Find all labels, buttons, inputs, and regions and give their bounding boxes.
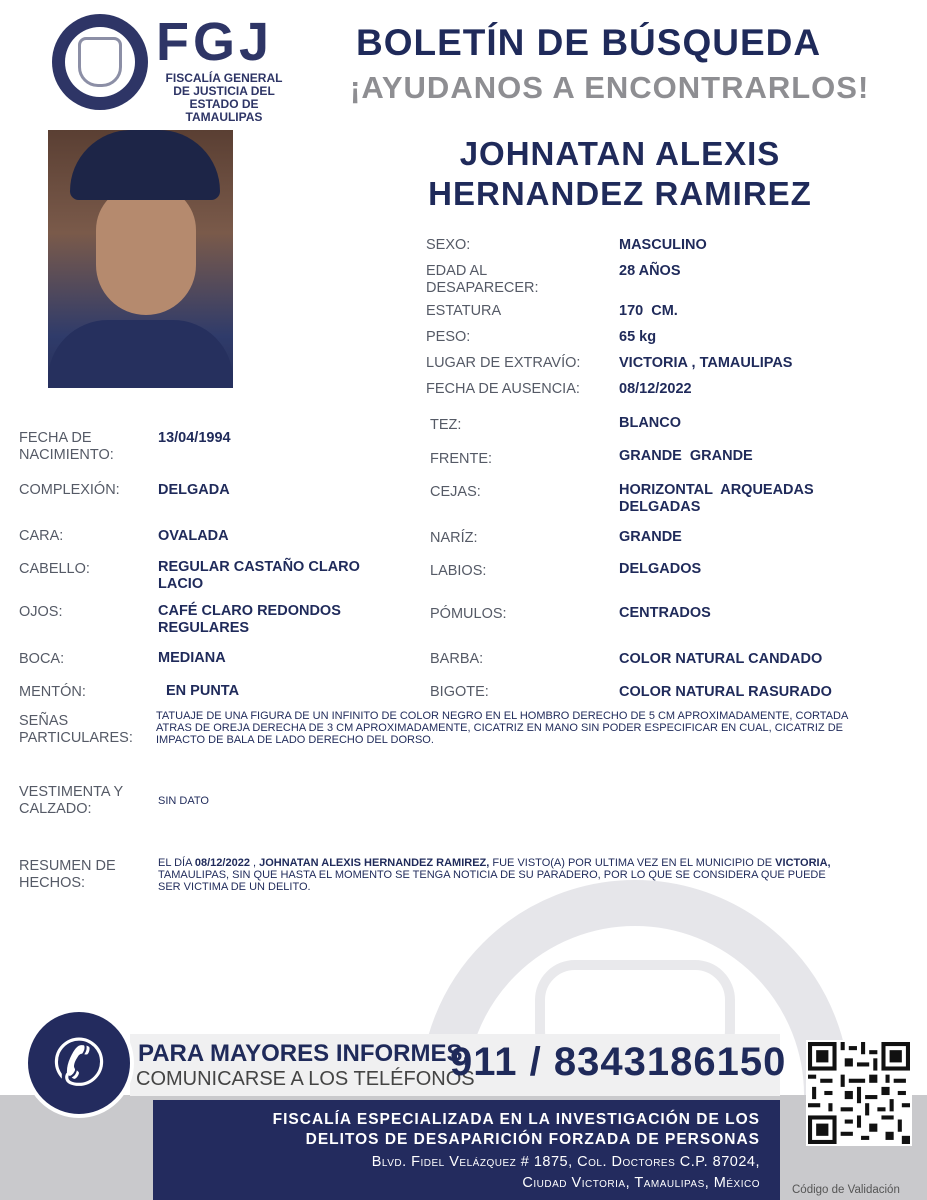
person-name: JOHNATAN ALEXIS HERNANDEZ RAMIREZ — [428, 135, 812, 212]
detail-label: CARA: — [19, 528, 64, 544]
detail-label: BARBA: — [430, 651, 484, 667]
more-info-text: PARA MAYORES INFORMES, — [138, 1040, 470, 1067]
detail-label: FECHA DE AUSENCIA: — [426, 381, 580, 397]
detail-label: COMPLEXIÓN: — [19, 482, 120, 498]
agency-name: FISCALÍA ESPECIALIZADA EN LA INVESTIGACIÓN DE LOS DELITOS DE DESAPARICIÓN FORZADA DE PERSONAS — [272, 1111, 760, 1148]
phone-badge — [24, 1008, 134, 1118]
detail-label: NARÍZ: — [430, 530, 478, 546]
detail-label: EDAD AL DESAPARECER: — [426, 263, 539, 296]
detail-value: BLANCO — [619, 415, 682, 431]
seal-icon — [78, 37, 122, 87]
detail-value: 08/12/2022 — [619, 381, 692, 397]
detail-value: 28 AÑOS — [619, 263, 681, 279]
detail-value: MEDIANA — [158, 650, 226, 666]
detail-value: REGULAR CASTAÑO CLARO LACIO — [158, 559, 360, 592]
detail-value: COLOR NATURAL CANDADO — [619, 651, 823, 667]
detail-value: VICTORIA , TAMAULIPAS — [619, 355, 793, 371]
summary-label: RESUMEN DE HECHOS: — [19, 858, 116, 891]
detail-label: CABELLO: — [19, 561, 90, 577]
phone-numbers[interactable]: 911 / 8343186150 — [450, 1040, 787, 1084]
phone-icon: ✆ — [52, 1027, 106, 1099]
detail-value: EN PUNTA — [166, 683, 240, 699]
bulletin-title: BOLETÍN DE BÚSQUEDA — [356, 22, 822, 63]
detail-value: 65 kg — [619, 329, 657, 345]
detail-value: OVALADA — [158, 528, 229, 544]
logo-subtitle: FISCALÍA GENERAL DE JUSTICIA DEL ESTADO DE TAMAULIPAS — [165, 71, 283, 124]
detail-label: BOCA: — [19, 651, 65, 667]
detail-label: ESTATURA — [426, 303, 502, 319]
detail-label: OJOS: — [19, 604, 63, 620]
marks-value: TATUAJE DE UNA FIGURA DE UN INFINITO DE COLOR NEGRO EN EL HOMBRO DERECHO DE 5 CM APROXIMADAMENTE, CORTADA ATRAS DE OREJA DERECHA DE 3 CM APROXIMADAMENTE, CICATRIZ EN MANO SIN PODER ESPECIFICAR EN CUAL, CICATRIZ DE IMPACTO DE BALA DE LADO DERECHO DEL DORSO. — [156, 710, 848, 746]
qr-code-icon — [808, 1042, 910, 1144]
detail-label: SEXO: — [426, 237, 471, 253]
fgj-logo-emblem — [52, 14, 148, 110]
qr-label: Código de Validación — [792, 1184, 900, 1196]
clothing-label: VESTIMENTA Y CALZADO: — [19, 784, 123, 817]
marks-label: SEÑAS PARTICULARES: — [19, 713, 133, 746]
bulletin-subtitle: ¡AYUDANOS A ENCONTRARLOS! — [350, 70, 870, 105]
detail-label: BIGOTE: — [430, 684, 489, 700]
detail-value: HORIZONTAL ARQUEADAS DELGADAS — [619, 482, 818, 515]
clothing-value: SIN DATO — [158, 795, 209, 807]
logo-text: FGJ — [156, 12, 274, 72]
detail-value: DELGADOS — [619, 561, 702, 577]
person-photo — [48, 130, 233, 388]
detail-value: CAFÉ CLARO REDONDOS REGULARES — [158, 603, 341, 636]
detail-label: CEJAS: — [430, 484, 481, 500]
detail-value: COLOR NATURAL RASURADO — [619, 684, 832, 700]
detail-value: GRANDE — [619, 529, 682, 545]
detail-label: TEZ: — [430, 417, 462, 433]
detail-label: MENTÓN: — [19, 684, 86, 700]
detail-value: GRANDE GRANDE — [619, 448, 753, 464]
summary-text: EL DÍA 08/12/2022 , JOHNATAN ALEXIS HERNANDEZ RAMIREZ, FUE VISTO(A) POR ULTIMA VEZ EN EL MUNICIPIO DE VICTORIA, TAMAULIPAS, SIN QUE HASTA EL MOMENTO SE TENGA NOTICIA DE SU PARADERO, POR LO QUE SE CONSIDERA QUE PUEDE SER VICTIMA DE UN DELITO. — [158, 857, 831, 893]
qr-code[interactable] — [806, 1040, 912, 1146]
agency-address: Blvd. Fidel Velázquez # 1875, Col. Doctores C.P. 87024, Ciudad Victoria, Tamaulipas, México — [371, 1154, 760, 1191]
detail-label: PÓMULOS: — [430, 606, 507, 622]
detail-label: LUGAR DE EXTRAVÍO: — [426, 355, 581, 371]
detail-label: LABIOS: — [430, 563, 487, 579]
detail-value: 170 CM. — [619, 303, 678, 319]
detail-value: 13/04/1994 — [158, 430, 231, 446]
detail-value: DELGADA — [158, 482, 230, 498]
detail-label: FRENTE: — [430, 451, 493, 467]
detail-value: CENTRADOS — [619, 605, 711, 621]
detail-label: FECHA DE NACIMIENTO: — [19, 430, 114, 463]
call-text: COMUNICARSE A LOS TELÉFONOS — [136, 1068, 475, 1090]
detail-value: MASCULINO — [619, 237, 707, 253]
detail-label: PESO: — [426, 329, 471, 345]
